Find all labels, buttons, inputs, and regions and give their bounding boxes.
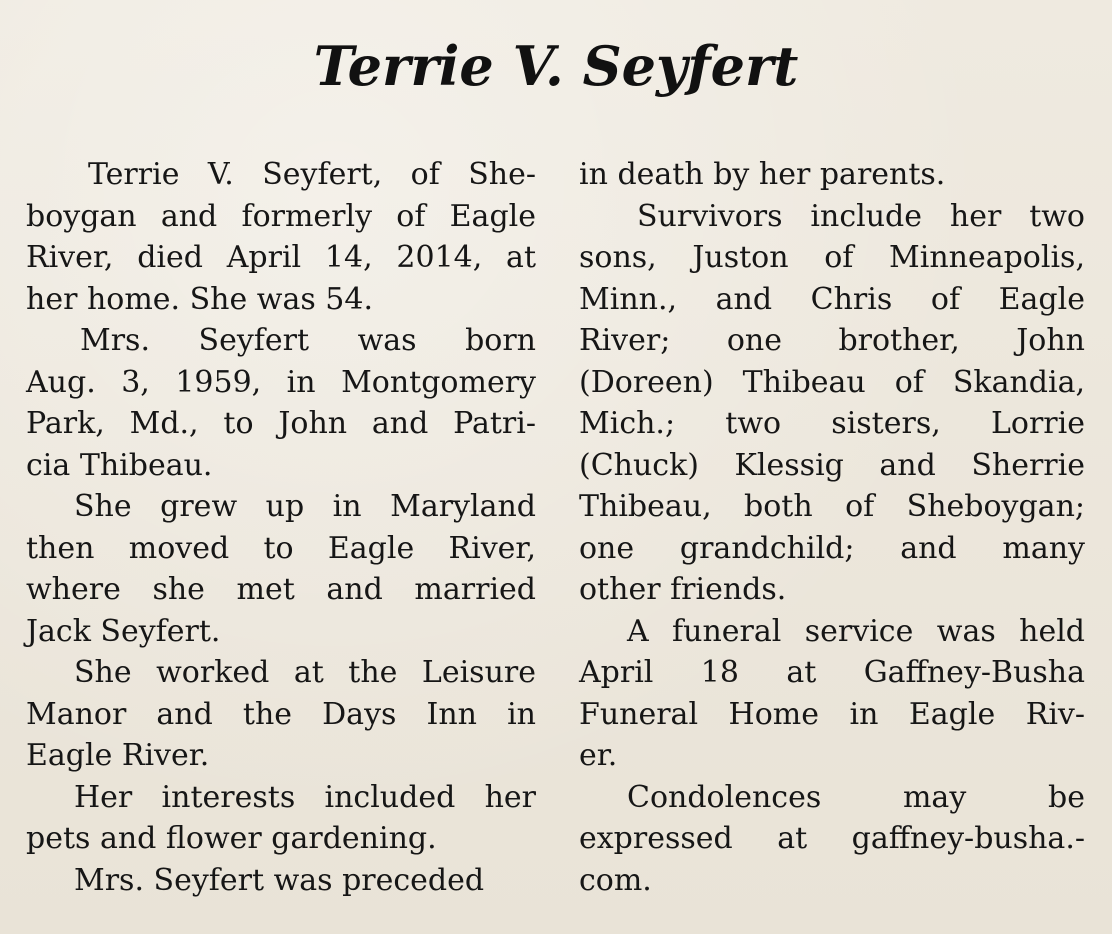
text-line: Minn., and Chris of Eagle — [579, 281, 1085, 317]
left-column — [26, 154, 536, 901]
text-line: Thibeau, both of Sheboygan; — [579, 489, 1085, 524]
text-line: Mich.; two sisters, Lorrie — [579, 406, 1085, 441]
text-line: boygan and formerly of Eagle — [26, 198, 536, 234]
text-line: Aug. 3, 1959, in Montgomery — [26, 364, 536, 400]
text-line: She worked at the Leisure — [74, 655, 536, 690]
text-line: one grandchild; and many — [579, 530, 1085, 566]
text-line: other friends. — [579, 572, 787, 607]
text-line: pets and flower gardening. — [26, 821, 437, 856]
text-line: er. — [579, 738, 618, 773]
text-line: April 18 at Gaffney-Busha — [579, 655, 1085, 690]
text-line: com. — [579, 862, 652, 898]
text-line: Condolences may be — [627, 779, 1085, 815]
text-line: sons, Juston of Minneapolis, — [579, 240, 1085, 275]
text-line: River; one brother, John — [579, 323, 1085, 358]
text-line: Park, Md., to John and Patri- — [26, 406, 536, 441]
text-line: Manor and the Days Inn in — [26, 696, 536, 732]
text-line: (Chuck) Klessig and Sherrie — [579, 447, 1085, 483]
obituary-title: Terrie V. Seyfert — [313, 34, 799, 98]
text-line: Mrs. Seyfert was preceded — [74, 862, 485, 898]
text-line: then moved to Eagle River, — [26, 530, 536, 566]
text-line: Jack Seyfert. — [26, 613, 221, 649]
right-column — [579, 154, 1085, 901]
text-line: River, died April 14, 2014, at — [26, 240, 536, 275]
text-line: in death by her parents. — [579, 157, 946, 192]
text-line: Survivors include her two — [637, 198, 1085, 234]
text-line: Her interests included her — [74, 779, 536, 815]
text-line: where she met and married — [26, 572, 536, 607]
text-line: Funeral Home in Eagle Riv- — [579, 696, 1085, 732]
text-line: She grew up in Maryland — [74, 489, 536, 524]
text-line: (Doreen) Thibeau of Skandia, — [579, 364, 1085, 400]
text-line: A funeral service was held — [627, 613, 1085, 649]
text-line: Mrs. Seyfert was born — [80, 323, 536, 358]
text-line: cia Thibeau. — [26, 447, 213, 483]
text-line: Eagle River. — [26, 738, 210, 773]
text-line: her home. She was 54. — [26, 281, 373, 317]
text-line: Terrie V. Seyfert, of She- — [88, 157, 536, 192]
text-line: expressed at gaffney-busha.- — [579, 821, 1085, 856]
